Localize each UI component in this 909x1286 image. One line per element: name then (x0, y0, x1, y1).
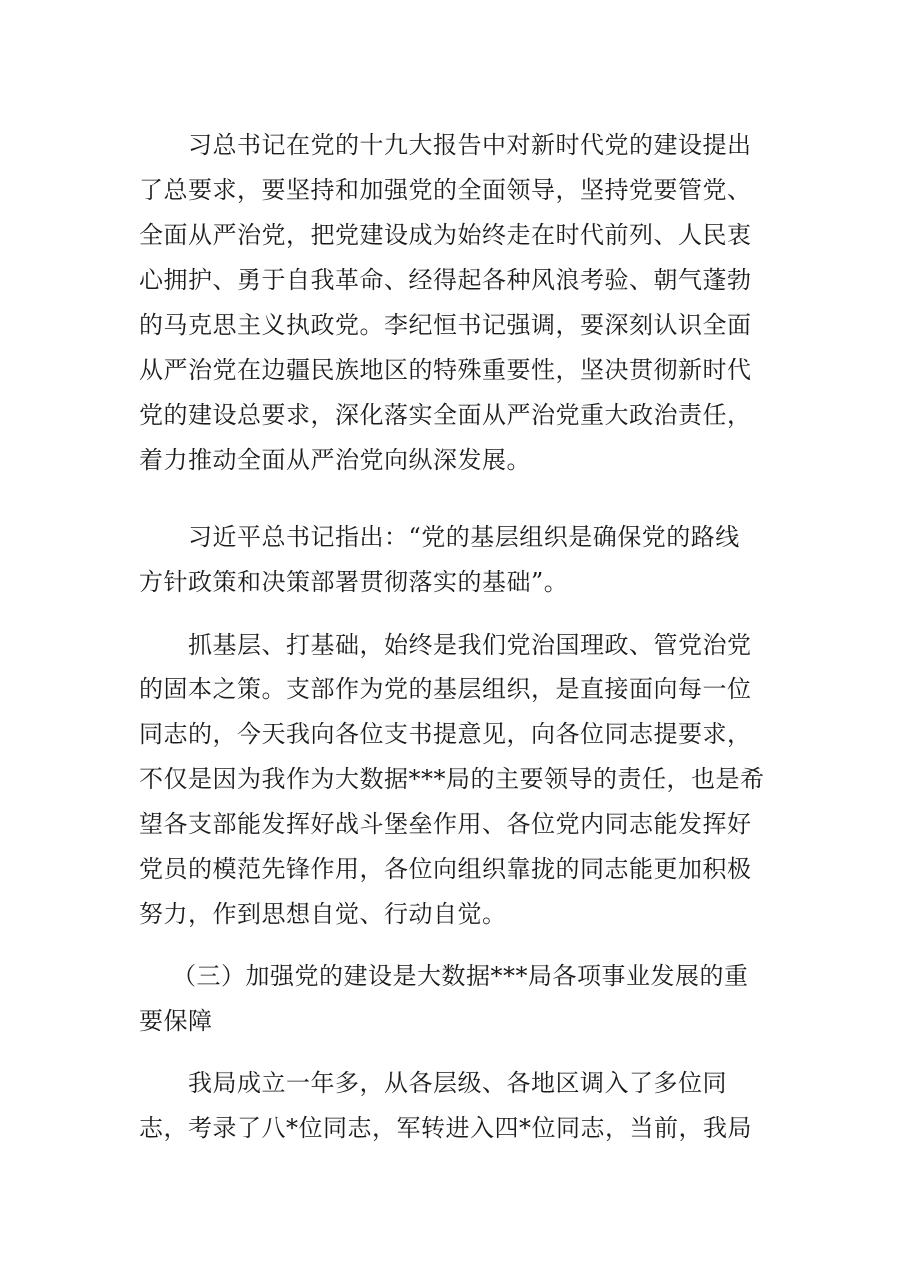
paragraph-line: 努力，作到思想自觉、行动自觉。 (139, 900, 507, 928)
heading-line: （三）加强党的建设是大数据***局各项事业发展的重 (172, 962, 749, 990)
paragraph-line: 从严治党在边疆民族地区的特殊重要性，坚决贯彻新时代 (139, 356, 752, 384)
paragraph-line: 志，考录了八*位同志，军转进入四*位同志，当前，我局 (139, 1114, 752, 1142)
paragraph-line: 着力推动全面从严治党向纵深发展。 (139, 446, 531, 474)
paragraph-line: 我局成立一年多，从各层级、各地区调入了多位同 (188, 1069, 727, 1097)
paragraph-line: 心拥护、勇于自我革命、经得起各种风浪考验、朝气蓬勃 (139, 266, 752, 294)
paragraph-line: 方针政策和决策部署贯彻落实的基础”。 (139, 568, 569, 596)
paragraph-line: 抓基层、打基础，始终是我们党治国理政、管党治党 (188, 631, 752, 659)
paragraph-line: 的固本之策。支部作为党的基层组织，是直接面向每一位 (139, 675, 752, 703)
paragraph-line: 习近平总书记指出：“党的基层组织是确保党的路线 (188, 523, 740, 551)
paragraph-line: 习总书记在党的十九大报告中对新时代党的建设提出 (188, 131, 752, 159)
paragraph-line: 的马克思主义执政党。李纪恒书记强调，要深刻认识全面 (139, 311, 752, 339)
paragraph-line: 了总要求，要坚持和加强党的全面领导，坚持党要管党、 (139, 176, 752, 204)
paragraph-line: 党的建设总要求，深化落实全面从严治党重大政治责任， (139, 401, 752, 429)
paragraph-line: 同志的，今天我向各位支书提意见，向各位同志提要求， (139, 720, 752, 748)
paragraph-line: 党员的模范先锋作用，各位向组织靠拢的同志能更加积极 (139, 855, 752, 883)
paragraph-line: 望各支部能发挥好战斗堡垒作用、各位党内同志能发挥好 (139, 810, 752, 838)
paragraph-line: 不仅是因为我作为大数据***局的主要领导的责任，也是希 (139, 765, 765, 793)
heading-line: 要保障 (139, 1007, 213, 1035)
paragraph-line: 全面从严治党，把党建设成为始终走在时代前列、人民衷 (139, 221, 752, 249)
